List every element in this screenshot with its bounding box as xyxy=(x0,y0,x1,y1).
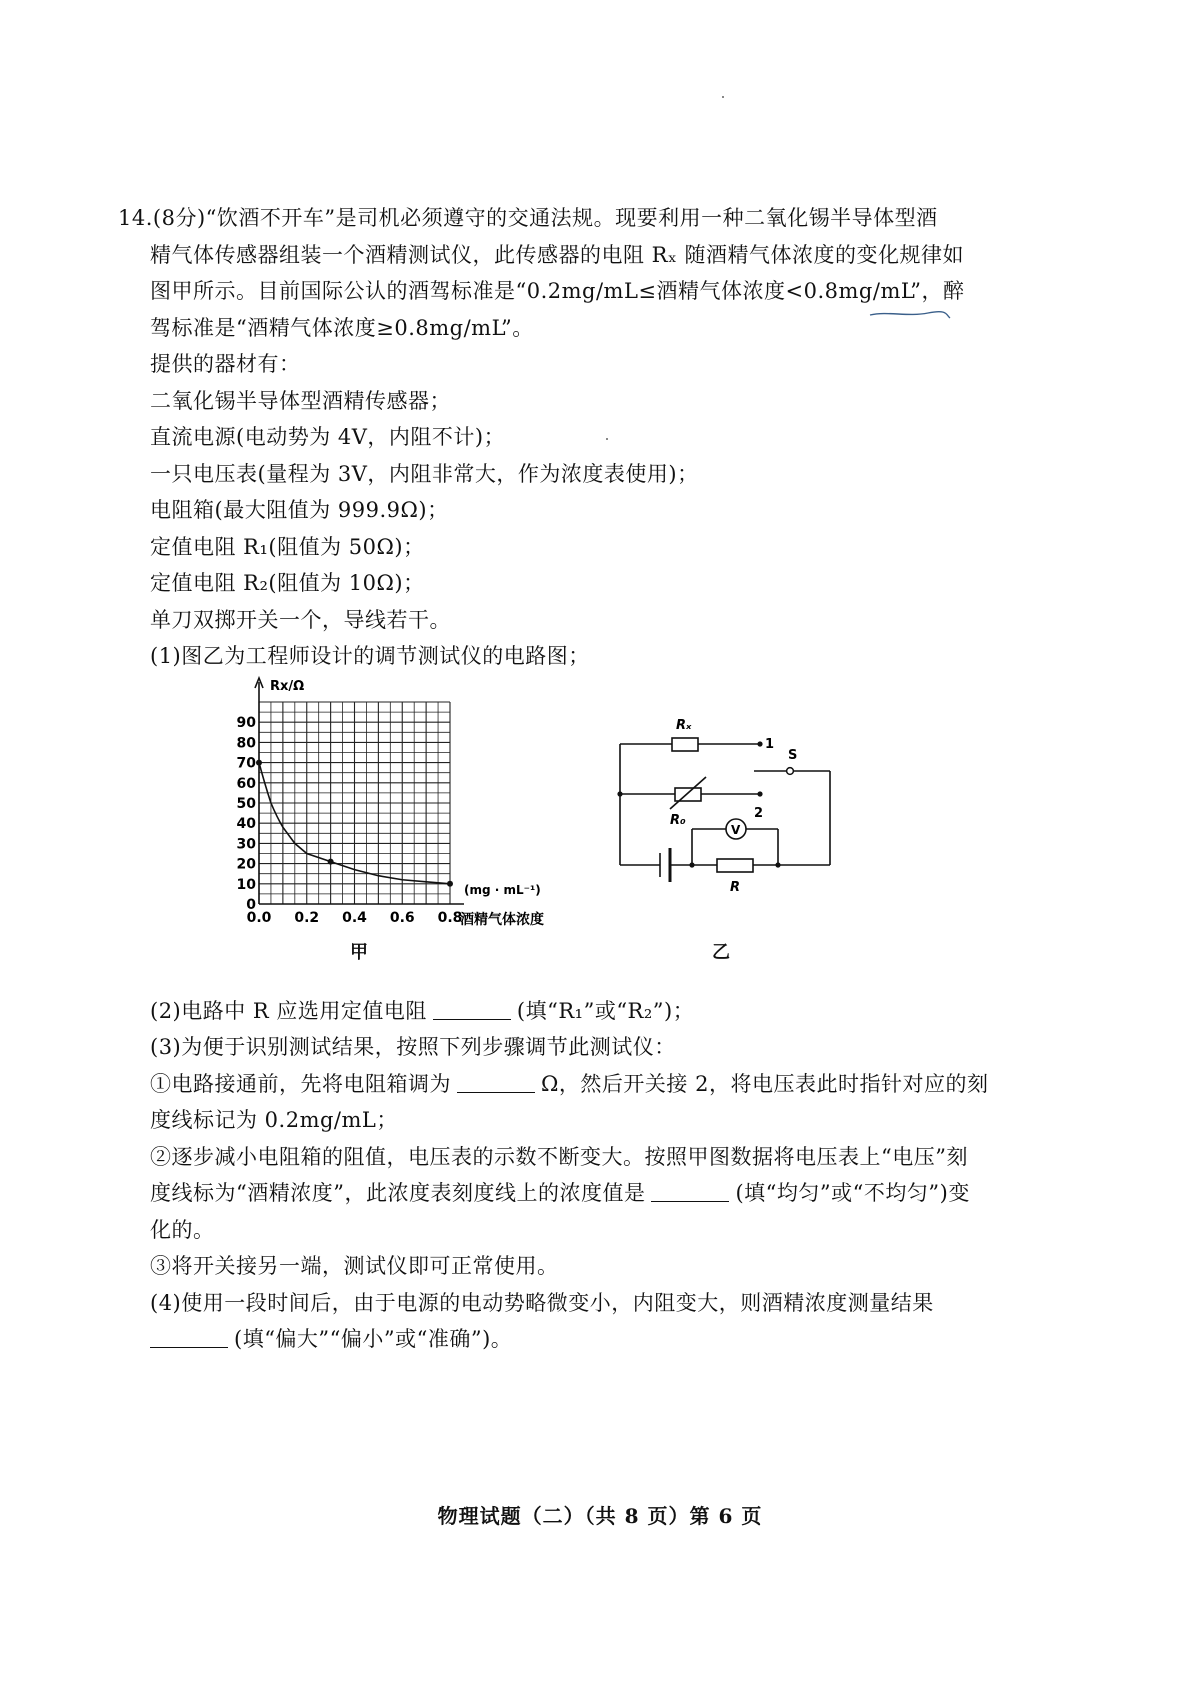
answer-blank-step-1[interactable] xyxy=(457,1072,535,1093)
answer-blank-part-4[interactable] xyxy=(150,1327,228,1348)
y-axis-label: Rx/Ω xyxy=(270,679,305,694)
equipment-item: 直流电源(电动势为 4V，内阻不计)； xyxy=(150,425,506,449)
x-tick-label: 0.0 xyxy=(246,910,272,926)
y-tick-label: 80 xyxy=(236,735,256,752)
data-point xyxy=(256,760,262,766)
equipment-item: 电阻箱(最大阻值为 999.9Ω)； xyxy=(150,498,449,522)
step-1 xyxy=(118,1066,1078,1103)
equipment-item: 定值电阻 R₁(阻值为 50Ω)； xyxy=(150,534,425,559)
r0-resistor-icon xyxy=(675,788,701,801)
y-tick-label: 30 xyxy=(236,836,256,853)
rx-label: Rₓ xyxy=(676,718,692,733)
junction-dot-icon xyxy=(689,862,694,867)
equipment-item: 二氧化锡半导体型酒精传感器； xyxy=(150,388,451,413)
rx-concentration-chart xyxy=(232,672,592,972)
equipment-item: 单刀双掷开关一个，导线若干。 xyxy=(150,607,451,632)
terminal-2-dot-icon xyxy=(757,791,762,796)
step-1-cont: 度线标记为 0.2mg/mL； xyxy=(150,1108,398,1132)
step-1-text-b: Ω，然后开关接 2，将电压表此时指针对应的刻 xyxy=(541,1071,989,1096)
junction-dot-icon xyxy=(775,862,780,867)
terminal-1-label: 1 xyxy=(765,737,775,752)
data-point xyxy=(328,859,334,865)
figure-yi-circuit xyxy=(612,705,862,965)
y-tick-label: 90 xyxy=(236,715,256,732)
part-2 xyxy=(118,993,1078,1030)
part-2-text: (2)电路中 R 应选用定值电阻 xyxy=(150,998,427,1023)
terminal-1-dot-icon xyxy=(757,741,762,746)
question-stem-line-2: 精气体传感器组装一个酒精测试仪，此传感器的电阻 Rₓ 随酒精气体浓度的变化规律如 xyxy=(150,242,965,267)
question-stem-line-3: 图甲所示。目前国际公认的酒驾标准是“0.2mg/mL≤酒精气体浓度<0.8mg/mL”，醉 xyxy=(150,279,965,303)
r-resistor-icon xyxy=(717,859,753,872)
y-tick-label: 40 xyxy=(236,816,256,833)
step-2-hint: (填“均匀”或“不均匀”)变 xyxy=(735,1181,970,1205)
x-tick-label: 0.2 xyxy=(294,910,320,926)
figure-yi-caption: 乙 xyxy=(712,942,730,963)
voltmeter-label: V xyxy=(731,823,741,837)
circuit-diagram xyxy=(612,705,862,925)
step-3: ③将开关接另一端，测试仪即可正常使用。 xyxy=(150,1254,559,1278)
switch-pivot-icon xyxy=(787,768,794,775)
y-tick-label: 50 xyxy=(236,796,256,812)
y-tick-label: 10 xyxy=(236,876,256,893)
answer-blank-part-2[interactable] xyxy=(433,999,511,1020)
equipment-item: 定值电阻 R₂(阻值为 10Ω)； xyxy=(150,571,425,595)
equipment-item: 一只电压表(量程为 3V，内阻非常大，作为浓度表使用)； xyxy=(150,461,699,486)
terminal-2-label: 2 xyxy=(754,806,764,821)
x-tick-label: 0.4 xyxy=(342,910,367,926)
x-axis-label: 酒精气体浓度 xyxy=(460,912,544,928)
equipment-title: 提供的器材有： xyxy=(150,352,301,376)
step-2-line-2 xyxy=(118,1175,1078,1212)
scan-mark xyxy=(868,309,952,319)
step-2-text: 度线标为“酒精浓度”，此浓度表刻度线上的浓度值是 xyxy=(150,1181,646,1205)
page-footer: 物理试题（二）（共 8 页）第 6 页 xyxy=(437,1504,763,1528)
scan-speck xyxy=(606,438,608,440)
figure-jia-caption: 甲 xyxy=(350,942,368,963)
x-tick-label: 0.8 xyxy=(437,910,463,926)
answer-blank-step-2[interactable] xyxy=(651,1181,729,1202)
scan-speck xyxy=(722,96,724,98)
part-4-line-2 xyxy=(118,1321,1078,1358)
y-tick-label: 0 xyxy=(246,897,256,913)
x-axis-unit: (mg · mL⁻¹) xyxy=(464,883,541,897)
step-2-line-3: 化的。 xyxy=(150,1217,215,1242)
figure-jia-chart xyxy=(232,672,592,972)
y-tick-label: 60 xyxy=(236,775,256,792)
junction-dot-icon xyxy=(617,791,622,796)
switch-label: S xyxy=(788,748,798,763)
step-2: ②逐步减小电阻箱的阻值，电压表的示数不断变大。按照甲图数据将电压表上“电压”刻 xyxy=(150,1144,968,1169)
y-tick-label: 70 xyxy=(236,755,256,772)
x-tick-label: 0.6 xyxy=(389,910,415,926)
part-4: (4)使用一段时间后，由于电源的电动势略微变小，内阻变大，则酒精浓度测量结果 xyxy=(150,1290,934,1315)
part-4-hint: (填“偏大”“偏小”或“准确”)。 xyxy=(234,1327,513,1351)
part-1: (1)图乙为工程师设计的调节测试仪的电路图； xyxy=(150,644,590,668)
rx-resistor-icon xyxy=(672,738,698,751)
part-3: (3)为便于识别测试结果，按照下列步骤调节此测试仪： xyxy=(150,1035,676,1059)
question-stem-line-4: 驾标准是“酒精气体浓度≥0.8mg/mL”。 xyxy=(150,315,534,340)
r-label: R xyxy=(730,880,741,895)
step-1-text: ①电路接通前，先将电阻箱调为 xyxy=(150,1071,451,1096)
part-2-hint: (填“R₁”或“R₂”)； xyxy=(516,998,695,1023)
data-point xyxy=(447,881,453,887)
question-stem-line-1: 14.(8分)“饮酒不开车”是司机必须遵守的交通法规。现要利用一种二氧化锡半导体型酒 xyxy=(118,206,938,230)
chart-grid xyxy=(259,702,450,904)
r0-label: R₀ xyxy=(670,813,686,828)
chart-ticks xyxy=(237,715,463,926)
y-tick-label: 20 xyxy=(236,856,256,873)
